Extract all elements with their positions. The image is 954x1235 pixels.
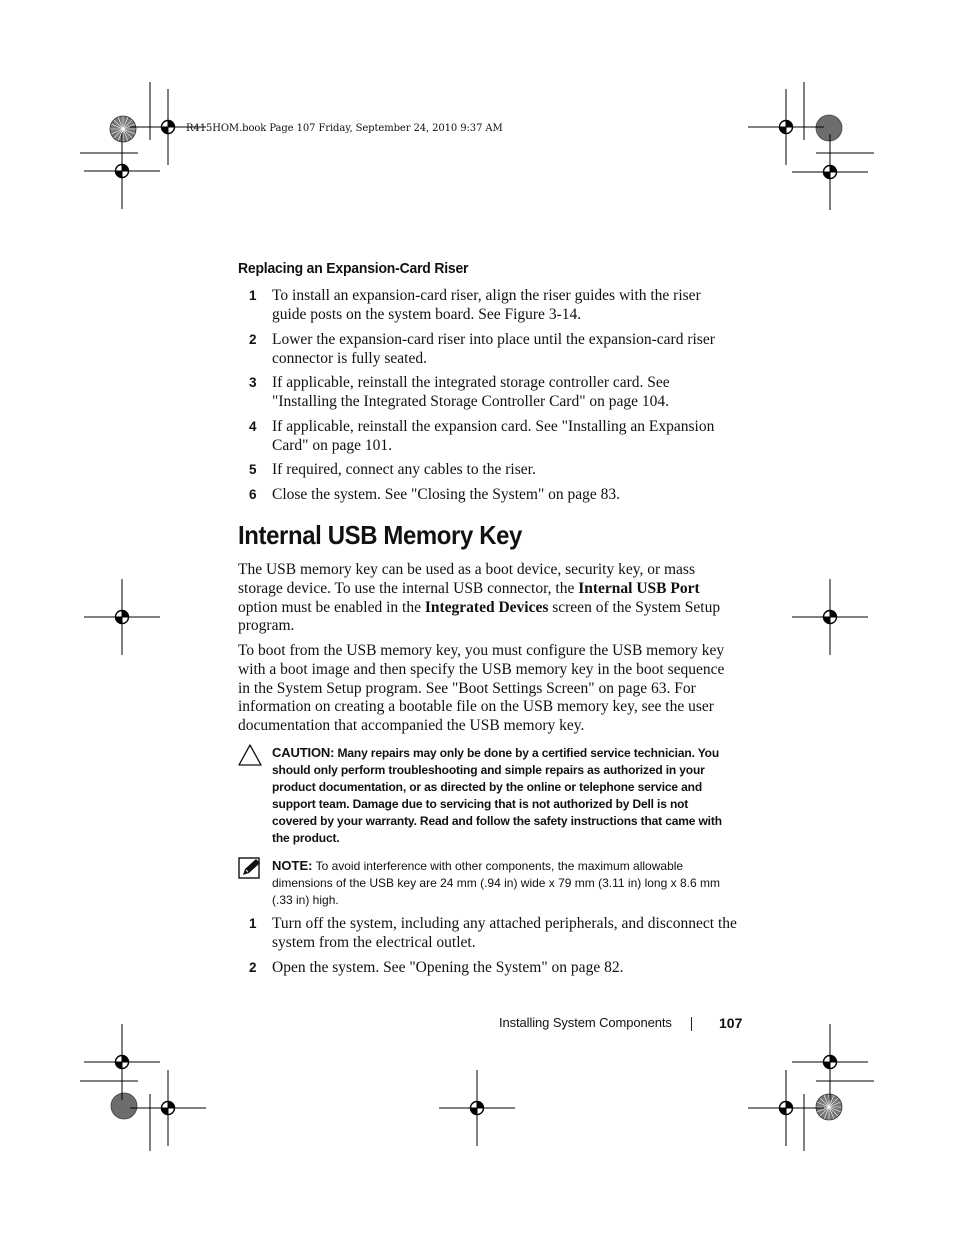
list-item	[238, 958, 738, 977]
note-pencil-icon	[238, 857, 262, 879]
step-text: To install an expansion-card riser, align the riser guides with the riser guide posts on the system board. See Figure 3-14.	[272, 287, 701, 323]
step-number: 6	[249, 486, 257, 502]
step-number: 4	[249, 418, 257, 434]
note-body	[272, 857, 732, 909]
boot-paragraph: To boot from the USB memory key, you must configure the USB memory key with a boot image and then specify the USB memory key in the boot sequence in the System Setup program. See "Boot Settings Screen" on page 63. For information on creating a bootable file on the USB memory key, see the user documentation that accompanied the USB memory key.	[238, 642, 725, 735]
step-text: If required, connect any cables to the riser.	[272, 461, 536, 478]
step-number: 2	[249, 959, 257, 975]
list-item	[238, 373, 738, 411]
step-text: If applicable, reinstall the integrated storage controller card. See "Installing the Integrated Storage Controller Card" on page 104.	[272, 374, 670, 410]
usb-removal-steps	[238, 914, 738, 982]
step-number: 1	[249, 916, 257, 931]
footer-chapter-label: Installing System Components	[499, 1015, 672, 1030]
caution-triangle-icon	[238, 744, 262, 766]
ui-term-integrated-devices: Integrated Devices	[424, 598, 549, 616]
list-item	[238, 914, 738, 952]
section-heading-replacing-riser: Replacing an Expansion-Card Riser	[238, 260, 469, 277]
step-number: 5	[249, 462, 257, 477]
page-title: Internal USB Memory Key	[238, 520, 522, 550]
note-label: NOTE:	[272, 858, 313, 873]
note-text: To avoid interference with other components, the maximum allowable dimensions of the USB key are 24 mm (.94 in) wide x 79 mm (3.11 in) long x 8.6 mm (.33 in) high.	[272, 859, 720, 907]
step-text: Close the system. See "Closing the System" on page 83.	[272, 485, 621, 503]
step-text: If applicable, reinstall the expansion card. See "Installing an Expansion Card" on page 101.	[272, 417, 715, 454]
list-item	[238, 286, 738, 324]
intro-text-3: screen of the System Setup program.	[238, 598, 721, 635]
book-header-note: R415HOM.book Page 107 Friday, September 24, 2010 9:37 AM	[186, 123, 503, 134]
list-item	[238, 485, 738, 504]
step-text: Lower the expansion-card riser into place until the expansion-card riser connector is fully seated.	[272, 330, 715, 367]
intro-text-1: The USB memory key can be used as a boot device, security key, or mass storage device. To use the internal USB connector, the	[238, 561, 695, 597]
intro-paragraph	[238, 561, 738, 636]
list-item	[238, 330, 738, 368]
ui-term-internal-usb-port: Internal USB Port	[578, 579, 700, 597]
page-number: 107	[719, 1015, 743, 1031]
intro-text-2: option must be enabled in the	[238, 598, 425, 616]
step-text: Turn off the system, including any attached peripherals, and disconnect the system from the electrical outlet.	[272, 915, 737, 951]
list-item	[238, 460, 738, 479]
footer-divider	[691, 1017, 692, 1031]
list-item	[238, 417, 738, 455]
caution-label: CAUTION:	[272, 745, 335, 760]
caution-body	[272, 744, 732, 847]
step-number: 3	[249, 375, 257, 390]
step-number: 2	[249, 331, 257, 347]
caution-text: Many repairs may only be done by a certified service technician. You should only perform troubleshooting and simple repairs as authorized in your product documentation, or as directed by the online or telephone service and support team. Damage due to servicing that is not authorized by Dell is not covered by your warranty. Read and follow the safety instructions that came with the product.	[272, 746, 722, 845]
step-text: Open the system. See "Opening the System" on page 82.	[272, 958, 624, 976]
replacing-riser-steps	[238, 286, 738, 509]
step-number: 1	[249, 288, 257, 303]
